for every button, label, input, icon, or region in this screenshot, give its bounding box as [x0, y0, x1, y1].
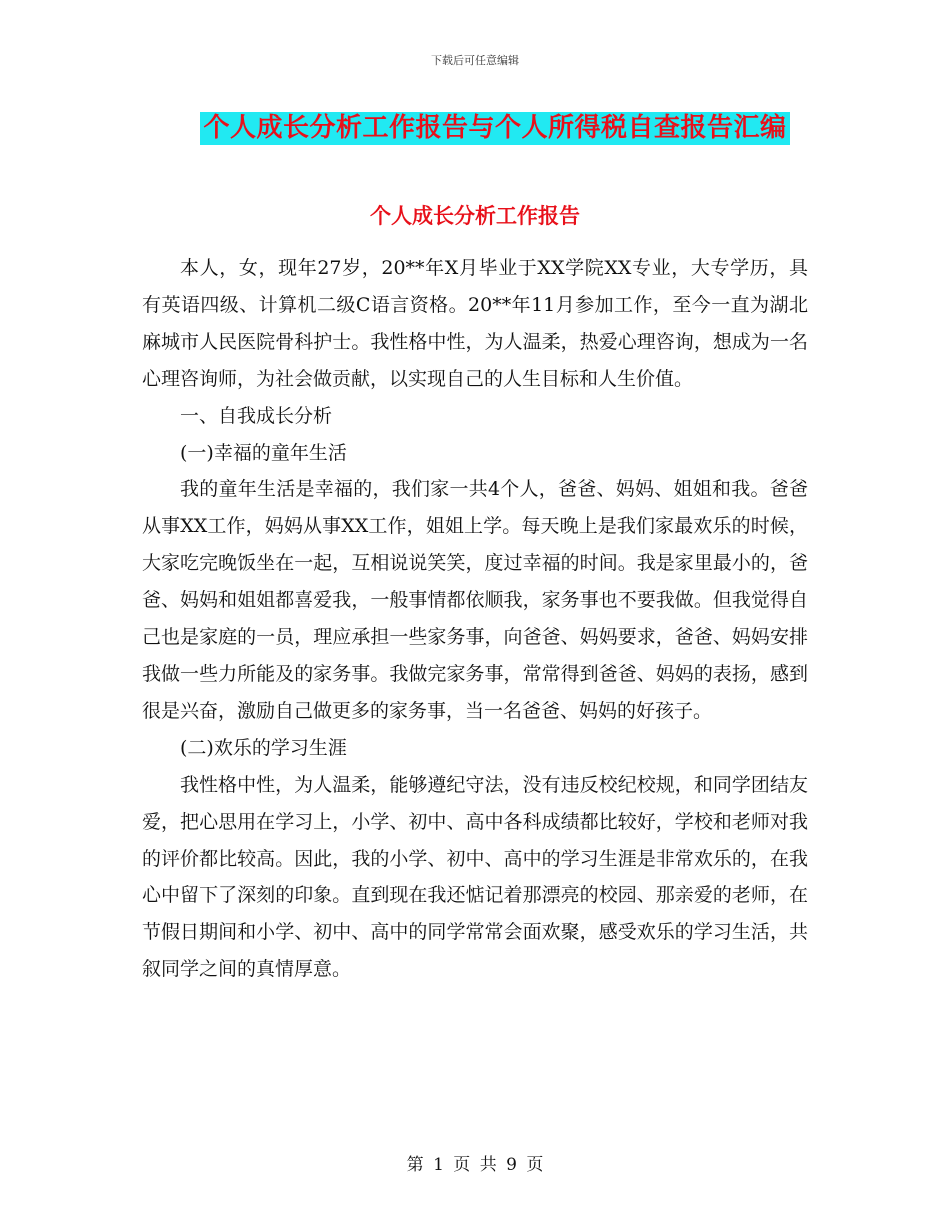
document-body	[142, 250, 808, 988]
heading-self-growth-analysis: 一、自我成长分析	[180, 404, 333, 427]
subheading-happy-childhood: (一)幸福的童年生活	[180, 441, 347, 464]
page-number-footer: 第 1 页 共 9 页	[406, 1155, 544, 1175]
document-main-title: 个人成长分析工作报告与个人所得税自查报告汇编	[200, 112, 789, 145]
paragraph-personal-intro: 本人，女，现年27岁，20**年X月毕业于XX学院XX专业，大专学历，具有英语四级、计算机二级C语言资格。20**年11月参加工作，至今一直为湖北麻城市人民医院骨科护士。我性格中性，为人温柔，热爱心理咨询，想成为一名心理咨询师，为社会做贡献，以实现自己的人生目标和人生价值。	[142, 257, 808, 390]
paragraph-childhood: 我的童年生活是幸福的，我们家一共4个人，爸爸、妈妈、姐姐和我。爸爸从事XX工作，妈妈从事XX工作，姐姐上学。每天晚上是我们家最欢乐的时候，大家吃完晚饭坐在一起，互相说说笑笑，度过幸福的时间。我是家里最小的，爸爸、妈妈和姐姐都喜爱我，一般事情都依顺我，家务事也不要我做。但我觉得自己也是家庭的一员，理应承担一些家务事，向爸爸、妈妈要求，爸爸、妈妈安排我做一些力所能及的家务事。我做完家务事，常常得到爸爸、妈妈的表扬，感到很是兴奋，激励自己做更多的家务事，当一名爸爸、妈妈的好孩子。	[142, 478, 808, 722]
paragraph-study-career: 我性格中性，为人温柔，能够遵纪守法，没有违反校纪校规，和同学团结友爱，把心思用在学习上，小学、初中、高中各科成绩都比较好，学校和老师对我的评价都比较高。因此，我的小学、初中、高中的学习生涯是非常欢乐的，在我心中留下了深刻的印象。直到现在我还惦记着那漂亮的校园、那亲爱的老师，在节假日期间和小学、初中、高中的同学常常会面欢聚，感受欢乐的学习生活，共叙同学之间的真情厚意。	[142, 773, 808, 981]
section-title: 个人成长分析工作报告	[370, 203, 580, 228]
main-title-container	[0, 112, 950, 145]
subheading-study-career: (二)欢乐的学习生涯	[180, 736, 347, 759]
page-header-note: 下载后可任意编辑	[431, 54, 519, 67]
